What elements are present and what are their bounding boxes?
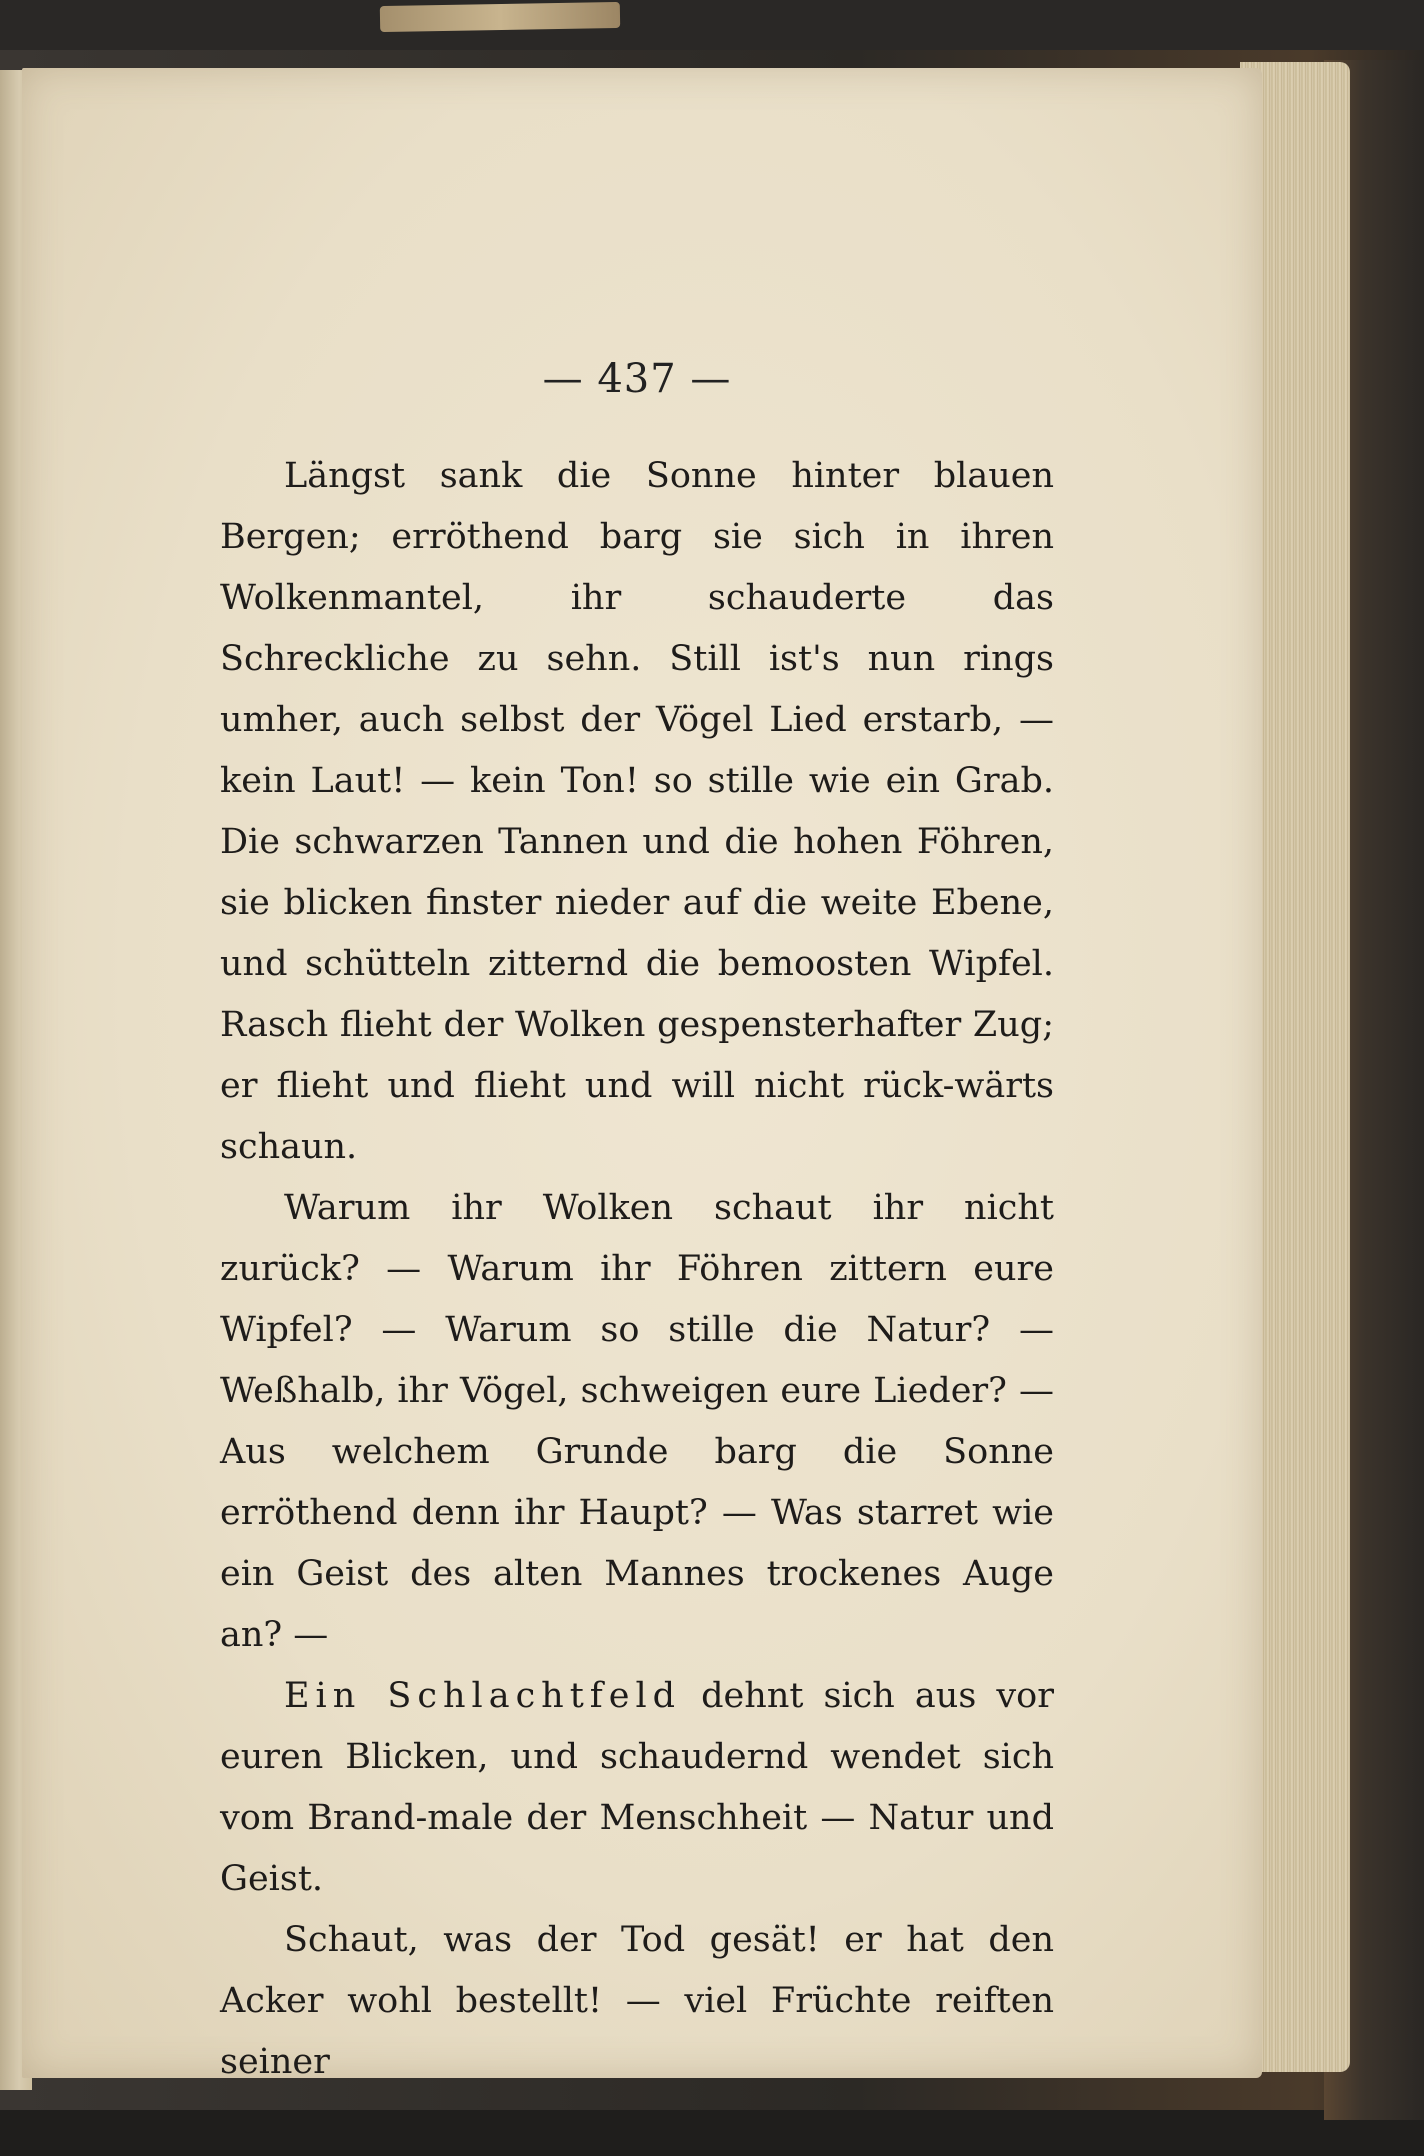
page-text xyxy=(220,446,1054,2093)
paragraph-2: Warum ihr Wolken schaut ihr nicht zurück? — Warum ihr Föhren zittern eure Wipfel? — Warum so stille die Natur? — Weßhalb, ihr Vögel, schweigen eure Lieder? — Aus welchem Grunde barg die Sonne erröthend denn ihr Haupt? — Was starret wie ein Geist des alten Mannes trockenes Auge an? — xyxy=(220,1188,1054,1655)
book-page xyxy=(22,68,1262,2082)
page-number: — 437 — xyxy=(542,356,732,402)
emphasized-word: Ein Schlachtfeld xyxy=(284,1676,682,1716)
torn-binding-strip xyxy=(380,2,620,32)
paragraph-4: Schaut, was der Tod gesät! er hat den Acker wohl bestellt! — viel Früchte reiften seiner xyxy=(220,1920,1054,2082)
paragraph-3-rest: dehnt sich aus vor euren Blicken, und schaudernd wendet sich vom Brand-male der Menschheit — Natur und Geist. xyxy=(220,1676,1054,1899)
paragraph-1: Längst sank die Sonne hinter blauen Bergen; erröthend barg sie sich in ihren Wolkenmantel, ihr schauderte das Schreckliche zu sehn. Still ist's nun rings umher, auch selbst der Vögel Lied erstarb, — kein Laut! — kein Ton! so stille wie ein Grab. Die schwarzen Tannen und die hohen Föhren, sie blicken finster nieder auf die weite Ebene, und schütteln zitternd die bemoosten Wipfel. Rasch flieht der Wolken gespensterhafter Zug; er flieht und flieht und will nicht rück-wärts schaun. xyxy=(220,456,1054,1167)
paragraph-3 xyxy=(220,1666,1054,1910)
